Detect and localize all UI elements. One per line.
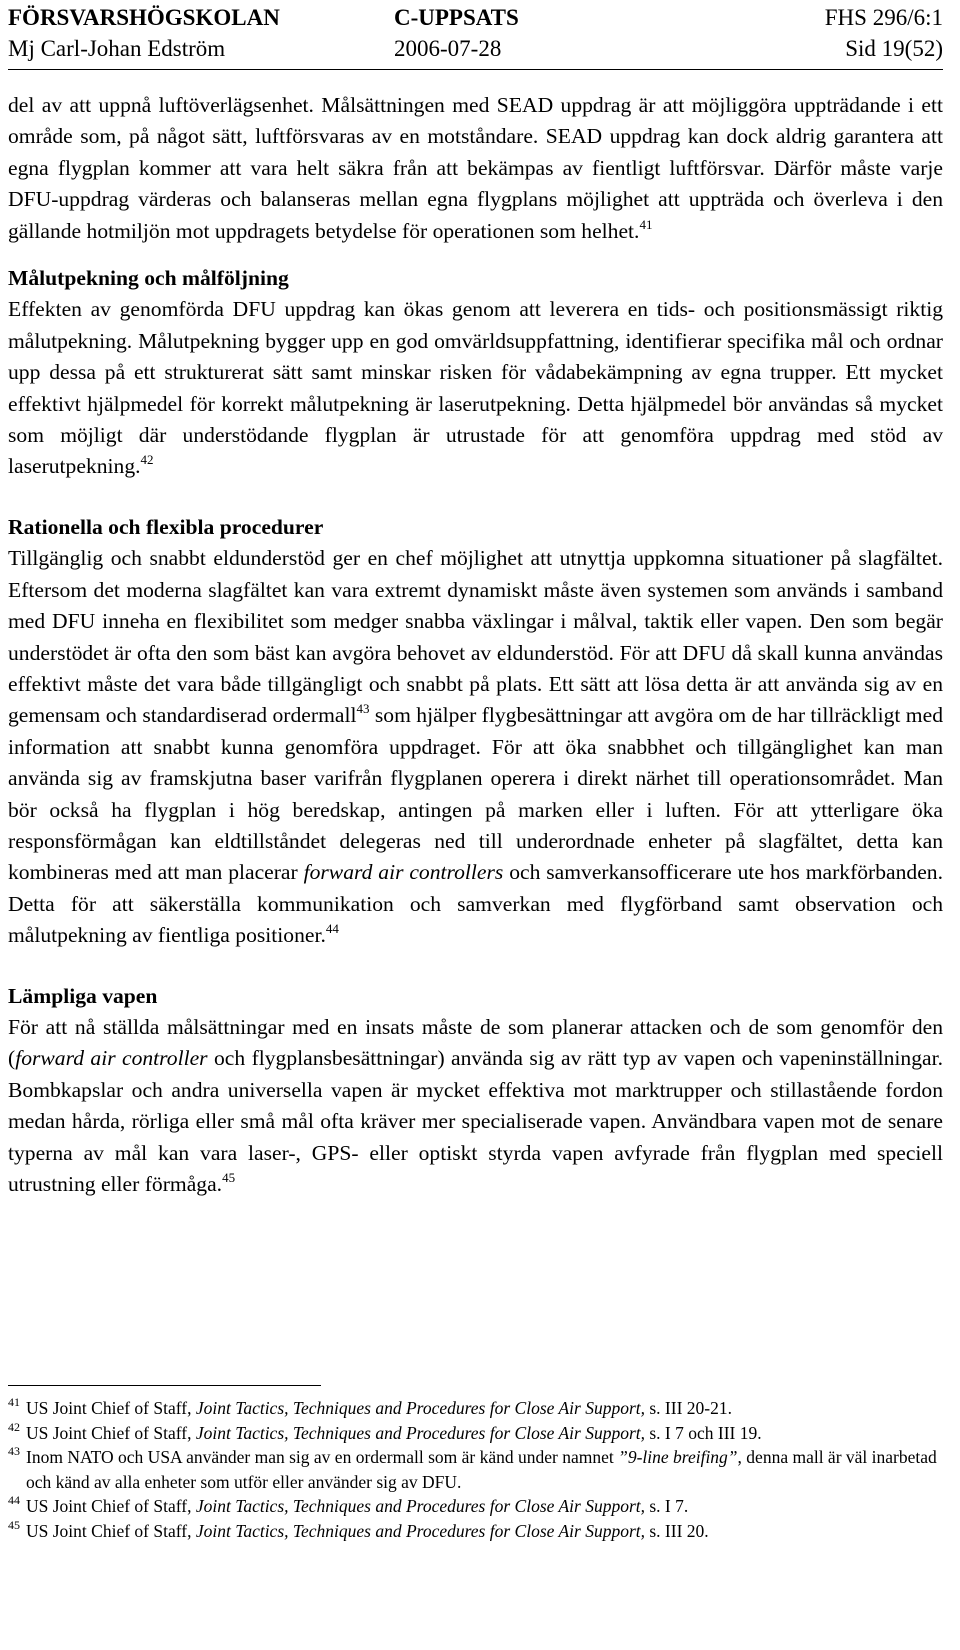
header-divider bbox=[8, 69, 943, 70]
section-text-part-a: För att nå ställda målsättningar med en insats måste de som planerar attacken och de som genomför den ( bbox=[8, 1014, 943, 1071]
footnote-text: Inom NATO och USA använder man sig av en ordermall som är känd under namnet bbox=[26, 1447, 619, 1467]
footnote-page-ref: s. III 20. bbox=[645, 1520, 709, 1541]
section-heading-vapen: Lämpliga vapen bbox=[8, 983, 158, 1008]
footnote-page-ref: s. I 7. bbox=[645, 1496, 689, 1516]
footnote-number: 45 bbox=[8, 1517, 20, 1532]
footnote-source-title: Joint Tactics, Techniques and Procedures for Close Air Support, bbox=[195, 1422, 645, 1443]
header-row-2 bbox=[8, 33, 943, 64]
footnote-source-title: Joint Tactics, Techniques and Procedures for Close Air Support, bbox=[195, 1520, 645, 1541]
course-code: FHS 296/6:1 bbox=[824, 5, 943, 30]
italic-term: forward air controller bbox=[15, 1046, 208, 1071]
document-date: 2006-07-28 bbox=[394, 36, 502, 61]
italic-term: forward air controllers bbox=[303, 860, 504, 885]
header-row-1 bbox=[8, 2, 943, 33]
section-text-part-a: Tillgänglig och snabbt eldunderstöd ger en chef möjlighet att utnyttja uppkomna situationer på slagfältet. Eftersom det moderna slagfältet kan vara extremt dynamiskt måste även systemen som används i samband med DFU inneha en flexibilitet som medger snabba växlingar i målval, taktik eller vapen. Den som begär understödet är ofta den som bäst kan avgöra behovet av eldunderstöd. För att DFU då skall kunna användas effektivt måste det vara både tillgängligt och snabbt på plats. Ett sätt att lösa detta är att använda sig av en gemensam och standardiserad ordermall bbox=[8, 546, 943, 728]
author-name: Mj Carl-Johan Edström bbox=[8, 36, 226, 61]
footnote-page-ref: s. III 20-21. bbox=[645, 1398, 732, 1418]
footnote-44 bbox=[8, 1494, 943, 1519]
section-heading-malutpekning: Målutpekning och målföljning bbox=[8, 266, 289, 291]
section-text-part-c: och samverkansofficerare ute hos markförbanden. Detta för att säkerställa kommunikation och samverkan med flygförband samt observation och målutpekning av fientliga positioner. bbox=[8, 860, 943, 948]
section-paragraph-procedurer bbox=[8, 543, 943, 951]
footnote-text: US Joint Chief of Staff, bbox=[26, 1520, 196, 1541]
footnote-41 bbox=[8, 1396, 943, 1421]
footnote-number: 42 bbox=[8, 1419, 20, 1434]
footnote-page-ref: s. I 7 och III 19. bbox=[645, 1422, 762, 1443]
footnote-text-end: , denna mall är väl inarbetad och känd av alla enheter som utför eller använder sig av DFU. bbox=[26, 1447, 937, 1492]
footnote-source-title: Joint Tactics, Techniques and Procedures for Close Air Support, bbox=[195, 1496, 645, 1516]
page-number: Sid 19(52) bbox=[845, 36, 943, 61]
footnote-divider bbox=[8, 1385, 321, 1386]
section-text-part-b: och flygplansbesättningar) använda sig av rätt typ av vapen och vapeninställningar. Bombkapslar och andra universella vapen är mycket effektiva mot marktrupper och stillastående fordon medan hårda, rörliga eller små mål ofta kräver mer specialiserade vapen. Användbara vapen mot de senare typerna av mål kan vara laser-, GPS- eller optiskt styrda vapen avfyrade från flygplan med speciell utrustning eller förmåga. bbox=[8, 1046, 944, 1196]
page-body bbox=[8, 90, 943, 1200]
footnote-ref-43[interactable]: 43 bbox=[356, 701, 370, 717]
footnote-text: US Joint Chief of Staff, bbox=[26, 1398, 196, 1418]
footnotes bbox=[8, 1396, 943, 1543]
intro-paragraph bbox=[8, 90, 943, 247]
school-name: FÖRSVARSHÖGSKOLAN bbox=[8, 5, 280, 30]
footnote-43 bbox=[8, 1445, 943, 1494]
footnote-text: US Joint Chief of Staff, bbox=[26, 1422, 196, 1443]
section-text-part-b: som hjälper flygbesättningar att avgöra om de har tillräckligt med information att snabbt kunna genomföra uppdraget. För att öka snabbhet och tillgänglighet kan man använda sig av framskjutna baser varifrån flygplanen operera i direkt närhet till operationsområdet. Man bör också ha flygplan i hög beredskap, antingen på marken eller i luften. För att ytterligare öka responsförmågan kan eldtillståndet delegeras ned till underordnade enheter på slagfältet, detta kan kombineras med att man placerar bbox=[8, 703, 943, 885]
footnote-number: 41 bbox=[8, 1395, 20, 1409]
section-paragraph-malutpekning bbox=[8, 294, 943, 482]
document-type: C-UPPSATS bbox=[394, 5, 519, 30]
page-header bbox=[8, 2, 943, 64]
footnote-ref-41[interactable]: 41 bbox=[639, 216, 653, 232]
section-heading-procedurer: Rationella och flexibla procedurer bbox=[8, 514, 324, 539]
footnote-ref-42[interactable]: 42 bbox=[140, 452, 154, 468]
footnote-42 bbox=[8, 1421, 943, 1446]
section-text: Effekten av genomförda DFU uppdrag kan ökas genom att leverera en tids- och positionsmässigt riktig målutpekning. Målutpekning bygger upp en god omvärldsuppfattning, identifierar specifika mål och ordnar upp dessa på ett strukturerat sätt samt minskar risken för vådabekämpning av egna trupper. Ett mycket effektivt hjälpmedel för korrekt målutpekning är laserutpekning. Detta hjälpmedel bör användas så mycket som möjligt där understödande flygplan är utrustade för att genomföra uppdrag med stöd av laserutpekning. bbox=[8, 297, 943, 479]
footnote-45 bbox=[8, 1519, 943, 1544]
intro-text: del av att uppnå luftöverlägsenhet. Målsättningen med SEAD uppdrag är att möjliggöra uppträdande i ett område som, på något sätt, luftförsvaras av en motståndare. SEAD uppdrag kan dock aldrig garantera att egna flygplan kommer att vara helt säkra från att bekämpas av fientligt luftförsvar. Därför måste varje DFU-uppdrag värderas och balanseras mellan egna flygplans möjlighet att uppträda och överleva i den gällande hotmiljön mot uppdragets betydelse för operationen som helhet. bbox=[8, 93, 943, 243]
footnote-text: US Joint Chief of Staff, bbox=[26, 1496, 196, 1516]
footnote-ref-45[interactable]: 45 bbox=[222, 1170, 236, 1185]
footnote-number: 44 bbox=[8, 1493, 20, 1507]
footnote-ref-44[interactable]: 44 bbox=[325, 921, 339, 937]
footnote-source-title: Joint Tactics, Techniques and Procedures for Close Air Support, bbox=[195, 1398, 645, 1418]
footnote-number: 43 bbox=[8, 1444, 20, 1458]
footnote-quoted-name: ”9-line breifing” bbox=[618, 1447, 738, 1467]
section-paragraph-vapen bbox=[8, 1012, 943, 1200]
